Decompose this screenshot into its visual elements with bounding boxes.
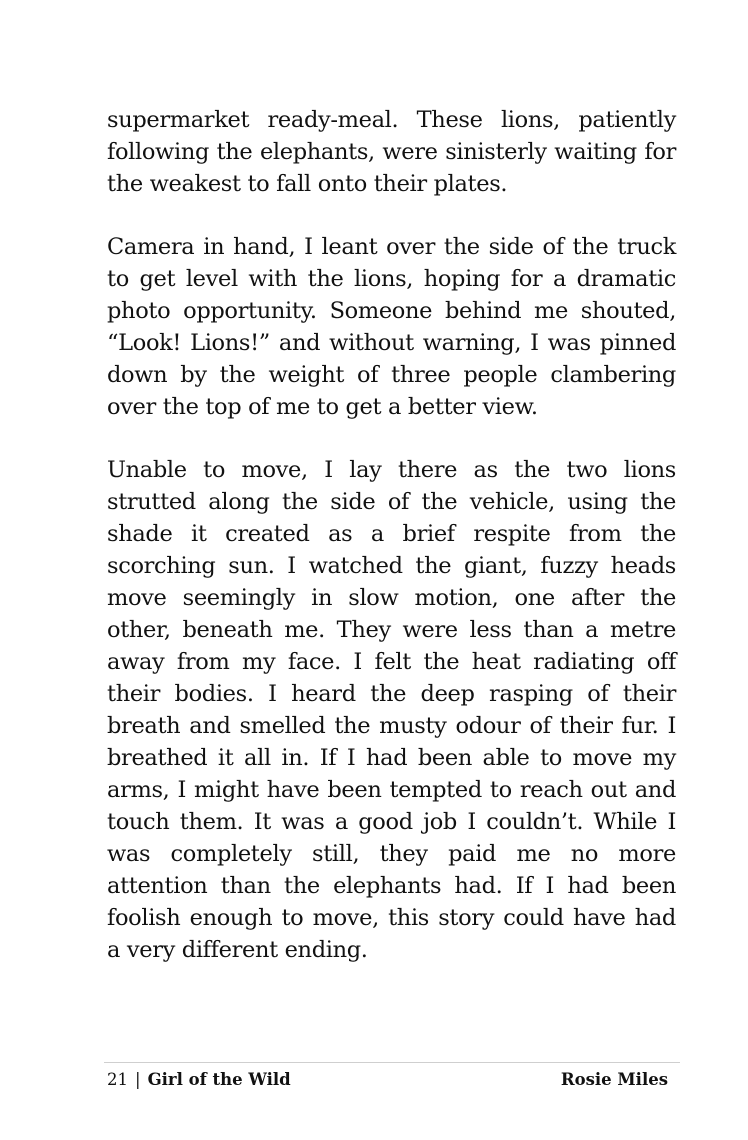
footer-divider: [104, 1062, 680, 1063]
body-text: [107, 104, 676, 997]
page-number: 21: [107, 1070, 128, 1089]
page-footer: [107, 1068, 668, 1092]
paragraph-2: Camera in hand, I leant over the side of the truck to get level with the lions, hoping for a dramatic photo opportunity. Someone behind me shouted, “Look! Lions!” and without warning, I was pinned down by the weight of three people clambering over the top of me to get a better view.: [107, 234, 676, 420]
paragraph-3: Unable to move, I lay there as the two lions strutted along the side of the vehicle, using the shade it created as a brief respite from the scorching sun. I watched the giant, fuzzy heads move seemingly in slow motion, one after the other, beneath me. They were less than a metre away from my face. I felt the heat radiating off their bodies. I heard the deep rasping of their breath and smelled the musty odour of their fur. I breathed it all in. If I had been able to move my arms, I might have been tempted to reach out and touch them. It was a good job I couldn’t. While I was completely still, they paid me no more attention than the elephants had. If I had been foolish enough to move, this story could have had a very different ending.: [107, 457, 676, 963]
paragraph-1: supermarket ready-meal. These lions, patiently following the elephants, were sinisterly waiting for the weakest to fall onto their plates.: [107, 107, 676, 197]
footer-separator: |: [135, 1070, 141, 1089]
author-name: Rosie Miles: [560, 1070, 668, 1089]
book-title: Girl of the Wild: [147, 1070, 291, 1089]
